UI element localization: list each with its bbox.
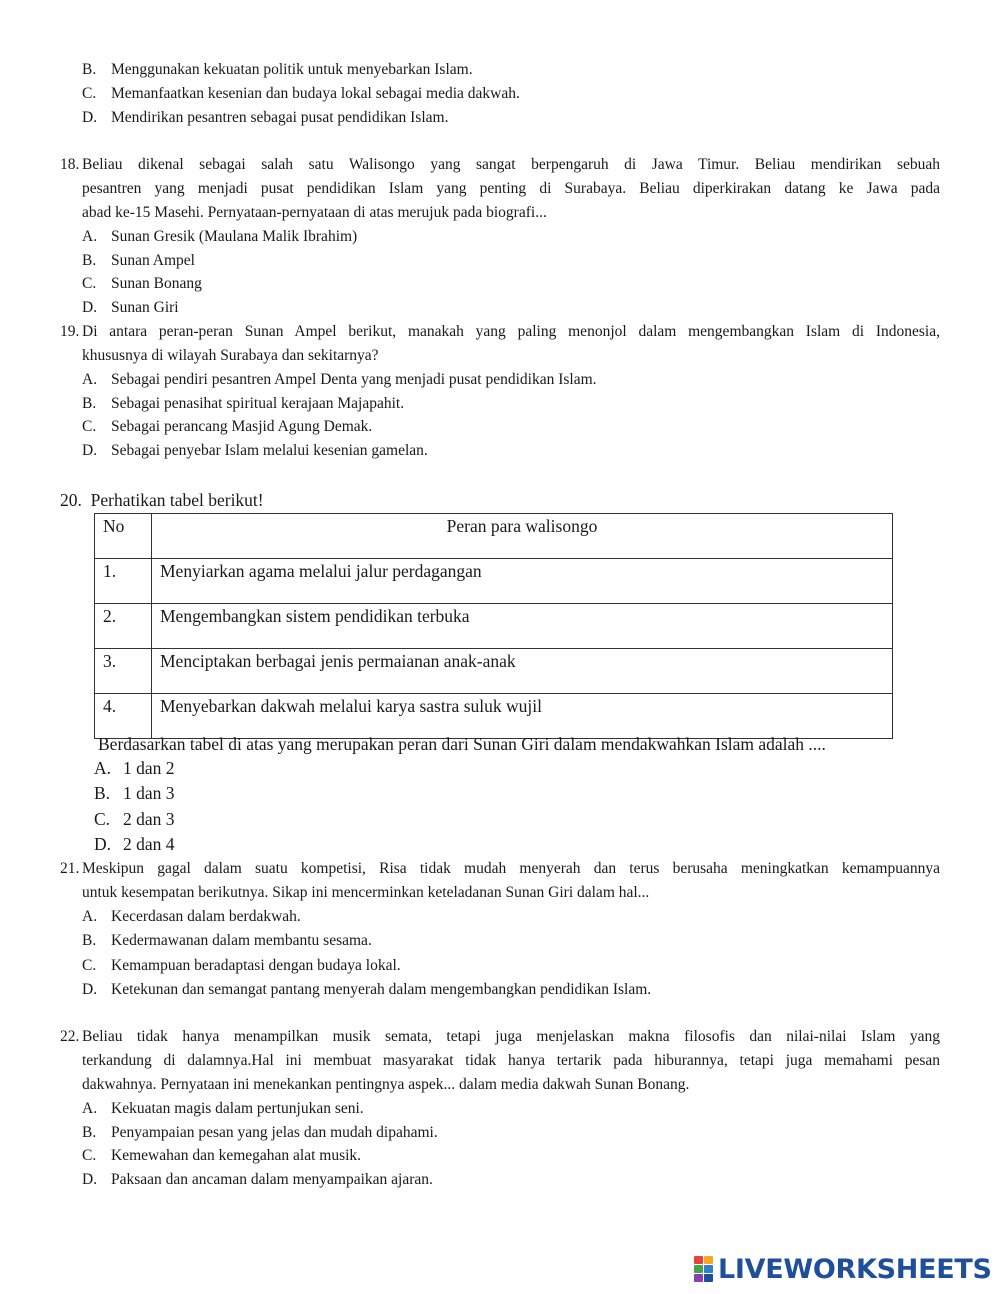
table-cell-no: 4. <box>95 694 152 739</box>
option-letter: B. <box>82 932 97 949</box>
option-text: Paksaan dan ancaman dalam menyampaikan ajaran. <box>111 1171 433 1188</box>
option-letter: C. <box>82 275 97 292</box>
table-header-role: Peran para walisongo <box>152 514 893 559</box>
option-text: Kedermawanan dalam membantu sesama. <box>111 932 372 949</box>
option-text: Sebagai penyebar Islam melalui kesenian gamelan. <box>111 442 428 459</box>
option-letter: B. <box>82 61 97 78</box>
q18-stem-line-2: pesantren yang menjadi pusat pendidikan Islam yang penting di Surabaya. Beliau diperkirakan datang ke Jawa pada <box>82 180 940 197</box>
table-cell-no: 3. <box>95 649 152 694</box>
option-letter: D. <box>94 834 112 854</box>
q18-stem <box>82 154 940 200</box>
table-header-no: No <box>95 514 152 559</box>
walisongo-role-table <box>94 513 893 739</box>
q21-option-b[interactable] <box>82 930 372 952</box>
q19-number: 19. <box>60 323 80 340</box>
q18-option-a[interactable] <box>82 226 357 248</box>
option-letter: C. <box>82 1147 97 1164</box>
option-text: Ketekunan dan semangat pantang menyerah dalam mengembangkan pendidikan Islam. <box>111 981 652 998</box>
q21-stem-line-1: Meskipun gagal dalam suatu kompetisi, Risa tidak mudah menyerah dan terus berusaha meningkatkan kemampuannya <box>82 860 940 877</box>
option-text: Sebagai penasihat spiritual kerajaan Majapahit. <box>111 395 405 412</box>
q21-stem-line-2: untuk kesempatan berikutnya. Sikap ini mencerminkan keteladanan Sunan Giri dalam hal... <box>82 884 650 901</box>
option-text: 2 dan 4 <box>123 834 175 854</box>
table-cell-role: Menyebarkan dakwah melalui karya sastra suluk wujil <box>152 694 893 739</box>
option-text: Kemewahan dan kemegahan alat musik. <box>111 1147 362 1164</box>
option-text: Kekuatan magis dalam pertunjukan seni. <box>111 1100 364 1117</box>
table-row <box>95 559 893 604</box>
q18-number: 18. <box>60 156 80 173</box>
q22-number: 22. <box>60 1028 80 1045</box>
liveworksheets-logo-icon <box>694 1256 714 1282</box>
q22-option-a[interactable] <box>82 1098 364 1120</box>
option-letter: A. <box>94 758 112 778</box>
option-letter: A. <box>82 371 98 388</box>
option-letter: B. <box>82 395 97 412</box>
table-cell-no: 1. <box>95 559 152 604</box>
option-letter: B. <box>82 1124 97 1141</box>
option-text: Sunan Bonang <box>111 275 202 292</box>
q19-option-a[interactable] <box>82 369 597 391</box>
q22-stem <box>82 1026 940 1072</box>
option-text: Sunan Gresik (Maulana Malik Ibrahim) <box>111 228 358 245</box>
q18-option-c[interactable] <box>82 273 202 295</box>
option-text: Menggunakan kekuatan politik untuk menyebarkan Islam. <box>111 61 473 78</box>
q18-stem-line-1: Beliau dikenal sebagai salah satu Walisongo yang sangat berpengaruh di Jawa Timur. Beliau mendirikan sebuah <box>82 156 940 173</box>
q19-option-c[interactable] <box>82 416 372 438</box>
q19-stem <box>82 321 940 343</box>
option-letter: B. <box>94 783 111 803</box>
q18-stem-line-3: abad ke-15 Masehi. Pernyataan-pernyataan di atas merujuk pada biografi... <box>82 204 547 221</box>
q20-number: 20. <box>60 490 82 510</box>
option-text: Sunan Giri <box>111 299 179 316</box>
option-text: 1 dan 3 <box>123 783 175 803</box>
option-letter: C. <box>82 418 97 435</box>
q21-stem <box>82 858 940 880</box>
liveworksheets-logo[interactable] <box>694 1254 992 1284</box>
option-letter: B. <box>82 252 97 269</box>
q19-option-d[interactable] <box>82 440 428 462</box>
q21-option-c[interactable] <box>82 955 401 977</box>
table-row <box>95 604 893 649</box>
option-letter: D. <box>82 442 98 459</box>
option-text: Memanfaatkan kesenian dan budaya lokal sebagai media dakwah. <box>111 85 520 102</box>
option-text: Penyampaian pesan yang jelas dan mudah dipahami. <box>111 1124 438 1141</box>
q17-option-b[interactable] <box>82 59 473 81</box>
option-letter: C. <box>82 85 97 102</box>
option-letter: A. <box>82 908 98 925</box>
table-cell-role: Mengembangkan sistem pendidikan terbuka <box>152 604 893 649</box>
q22-option-d[interactable] <box>82 1169 433 1191</box>
q22-stem-line-3: dakwahnya. Pernyataan ini menekankan pentingnya aspek... dalam media dakwah Sunan Bonang. <box>82 1076 690 1093</box>
option-letter: A. <box>82 1100 98 1117</box>
q17-option-d[interactable] <box>82 107 448 129</box>
q19-option-b[interactable] <box>82 393 404 415</box>
q21-number: 21. <box>60 860 80 877</box>
q20-option-b[interactable] <box>94 781 175 805</box>
table-cell-role: Menyiarkan agama melalui jalur perdagangan <box>152 559 893 604</box>
q20-intro: Perhatikan tabel berikut! <box>90 490 264 510</box>
option-text: Kecerdasan dalam berdakwah. <box>111 908 301 925</box>
q22-option-c[interactable] <box>82 1145 361 1167</box>
q18-option-d[interactable] <box>82 297 179 319</box>
q19-stem-line-1: Di antara peran-peran Sunan Ampel berikut, manakah yang paling menonjol dalam mengembangkan Islam di Indonesia, <box>82 323 940 340</box>
option-text: Sebagai perancang Masjid Agung Demak. <box>111 418 373 435</box>
option-letter: C. <box>82 957 97 974</box>
option-text: 2 dan 3 <box>123 809 175 829</box>
q19-stem-line-2: khususnya di wilayah Surabaya dan sekitarnya? <box>82 347 379 364</box>
option-text: Sunan Ampel <box>111 252 195 269</box>
q20-question: Berdasarkan tabel di atas yang merupakan peran dari Sunan Giri dalam mendakwahkan Islam adalah .... <box>98 734 826 754</box>
option-letter: D. <box>82 299 98 316</box>
q20-option-d[interactable] <box>94 832 175 856</box>
option-text: Mendirikan pesantren sebagai pusat pendidikan Islam. <box>111 109 449 126</box>
q22-option-b[interactable] <box>82 1122 438 1144</box>
option-text: Sebagai pendiri pesantren Ampel Denta yang menjadi pusat pendidikan Islam. <box>111 371 597 388</box>
table-cell-role: Menciptakan berbagai jenis permaianan anak-anak <box>152 649 893 694</box>
option-letter: D. <box>82 1171 98 1188</box>
table-row <box>95 649 893 694</box>
q17-option-c[interactable] <box>82 83 520 105</box>
q22-stem-line-1: Beliau tidak hanya menampilkan musik semata, tetapi juga menjelaskan makna filosofis dan nilai-nilai Islam yang <box>82 1028 940 1045</box>
table-cell-no: 2. <box>95 604 152 649</box>
option-letter: D. <box>82 981 98 998</box>
q21-option-d[interactable] <box>82 979 651 1001</box>
q18-option-b[interactable] <box>82 250 195 272</box>
table-header-row <box>95 514 893 559</box>
q22-stem-line-2: terkandung di dalamnya.Hal ini membuat masyarakat tidak hanya tertarik pada hiburannya, tetapi juga memahami pesan <box>82 1052 940 1069</box>
option-letter: A. <box>82 228 98 245</box>
option-text: Kemampuan beradaptasi dengan budaya lokal. <box>111 957 401 974</box>
q20-heading <box>60 488 264 512</box>
option-letter: C. <box>94 809 111 829</box>
option-text: 1 dan 2 <box>123 758 175 778</box>
q20-option-a[interactable] <box>94 756 175 780</box>
q21-option-a[interactable] <box>82 906 301 928</box>
brand-name: LIVEWORKSHEETS <box>718 1253 992 1285</box>
option-letter: D. <box>82 109 98 126</box>
q20-option-c[interactable] <box>94 807 175 831</box>
